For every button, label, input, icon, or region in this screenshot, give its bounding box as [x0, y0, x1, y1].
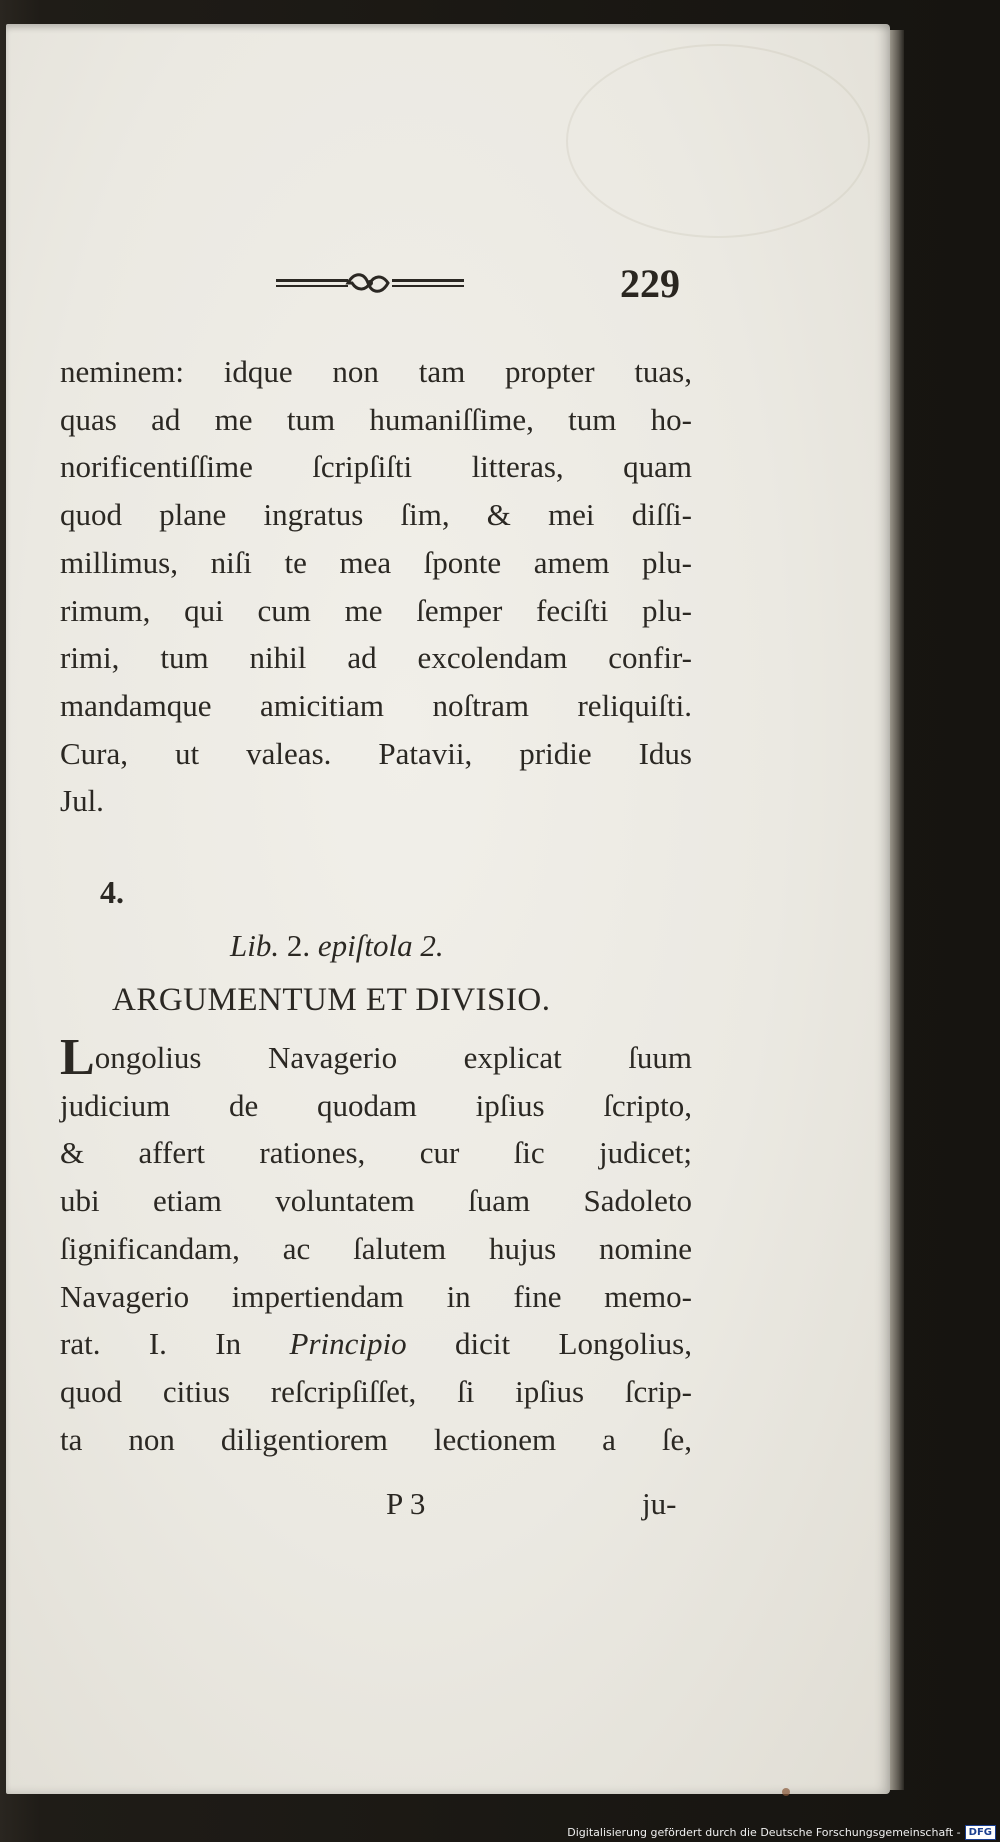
principio-before: rat. I. In	[60, 1326, 290, 1362]
text-line: ſignificandam, ac ſalutem hujus nomine	[60, 1230, 692, 1266]
text-line: Navagerio impertiendam in fine memo-	[60, 1278, 692, 1314]
text-line: rimum, qui cum me ſemper feciſti plu-	[60, 592, 692, 628]
signature-row	[60, 1486, 692, 1534]
text-line: millimus, niſi te mea ſponte amem plu-	[60, 544, 692, 580]
text-line: quod plane ingratus ſim, & mei diſſi-	[60, 497, 692, 533]
text-line: ta non diligentiorem lectionem a ſe,	[60, 1421, 692, 1457]
signature-mark: P 3	[386, 1486, 426, 1521]
lib-epistola-number: 2.	[420, 928, 444, 963]
first-line	[60, 1029, 692, 1086]
section-number-text: 4.	[100, 874, 124, 910]
text-line: quas ad me tum humaniſſime, tum ho-	[60, 401, 692, 437]
text-line: & affert rationes, cur ſic judicet;	[60, 1135, 692, 1171]
principio-after: dicit Longolius,	[406, 1326, 693, 1362]
drop-cap: L	[60, 1029, 95, 1086]
text-line: judicium de quodam ipſius ſcripto,	[60, 1087, 692, 1123]
principio-line	[60, 1320, 692, 1368]
ink-stain	[782, 1788, 790, 1796]
book-reference	[230, 928, 530, 964]
dfg-logo: DFG	[965, 1825, 996, 1840]
text-line: Cura, ut valeas. Patavii, pridie Idus	[60, 735, 692, 771]
footer-text: Digitalisierung gefördert durch die Deutsche Forschungsgemeinschaft -	[567, 1826, 961, 1839]
section-heading: ARGUMENTUM ET DIVISIO.	[112, 982, 551, 1018]
book-page	[6, 24, 890, 1794]
lib-epistola: epiſtola	[310, 928, 421, 963]
principio-italic: Principio	[289, 1326, 407, 1362]
text-line: Jul.	[60, 783, 104, 819]
argument-paragraph	[60, 1029, 693, 1463]
text-line: rimi, tum nihil ad excolendam confir-	[60, 640, 692, 676]
text-line: mandamque amicitiam noſtram reliquiſti.	[60, 687, 692, 723]
top-paragraph	[60, 348, 692, 825]
page-edge	[890, 30, 904, 1790]
printers-ornament-icon	[276, 270, 464, 296]
lib-number: 2.	[286, 928, 311, 963]
first-line-text: ongolius Navagerio explicat ſuum	[94, 1040, 692, 1075]
show-through-stamp	[566, 44, 870, 238]
text-line: norificentiſſime ſcripſiſti litteras, quam	[60, 449, 692, 485]
lib-prefix: Lib.	[230, 928, 287, 963]
digitization-footer	[567, 1825, 996, 1840]
text-line: neminem: idque non tam propter tuas,	[60, 354, 692, 389]
catchword: ju-	[642, 1486, 677, 1521]
text-line: ubi etiam voluntatem ſuam Sadoleto	[60, 1183, 692, 1219]
text-line: quod citius reſcripſiſſet, ſi ipſius ſcrip-	[60, 1373, 692, 1409]
page-number: 229	[620, 261, 680, 306]
